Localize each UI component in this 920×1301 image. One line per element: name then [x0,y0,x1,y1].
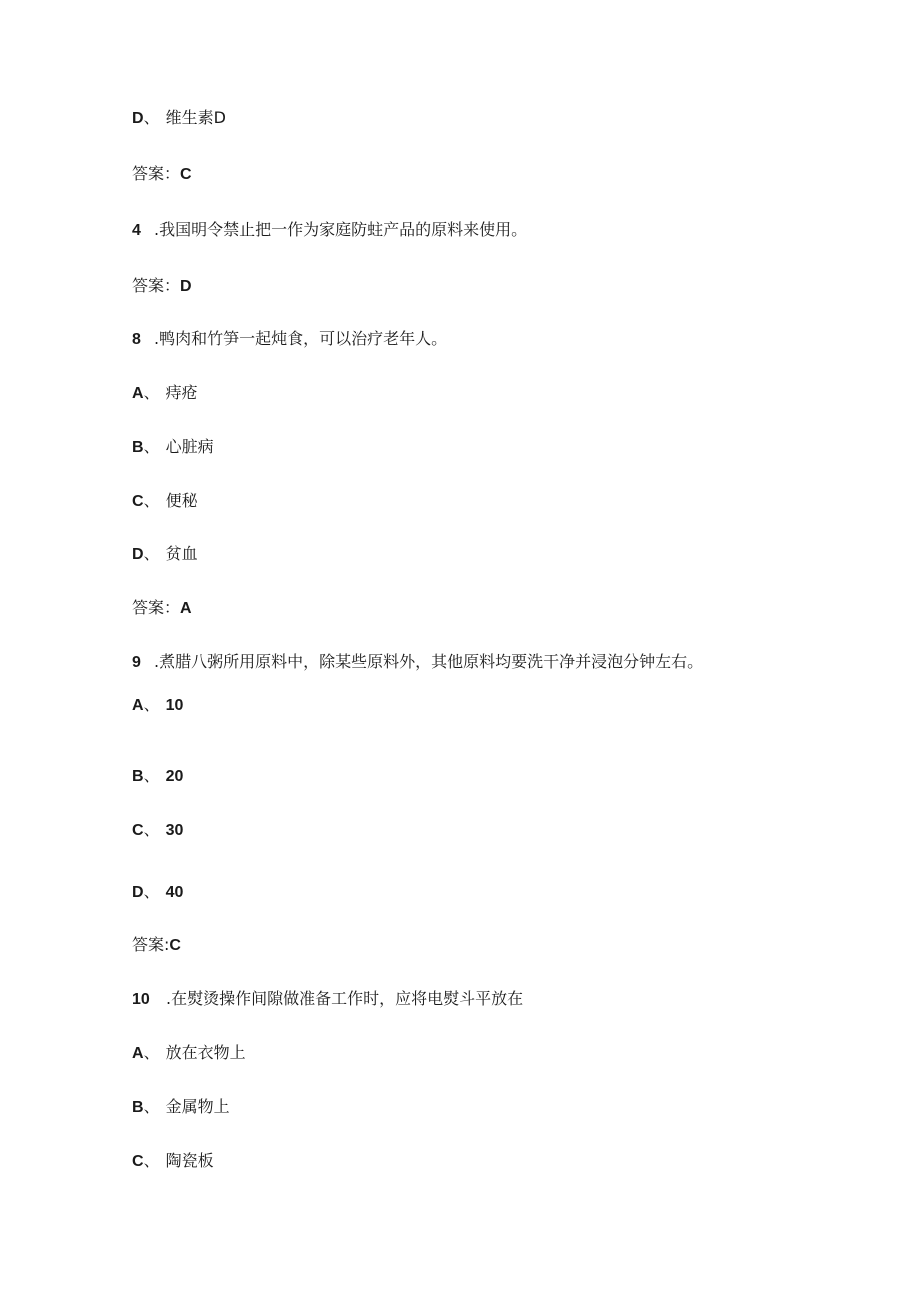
option-separator: 、 [143,437,160,456]
option-separator: 、 [143,695,160,714]
answer-value: C [180,166,192,183]
answer-line [132,598,192,619]
option-c [132,1151,214,1172]
question-10 [132,989,523,1010]
option-text: 痔疮 [165,383,198,402]
option-text: 40 [165,884,184,901]
option-letter: A [132,385,144,402]
option-text: 金属物上 [165,1097,230,1116]
option-c [132,820,183,841]
option-text: 贫血 [165,544,198,563]
option-separator: 、 [143,544,160,563]
option-b [132,437,214,458]
option-separator: 、 [143,1151,160,1170]
option-letter: D [132,884,144,901]
option-separator: 、 [143,1097,160,1116]
option-b [132,766,183,787]
question-text: .煮腊八粥所用原料中，除某些原料外，其他原料均要洗干净并浸泡分钟左右。 [154,652,704,671]
answer-line [132,935,181,956]
answer-label: 答案： [132,598,181,617]
answer-value: A [180,600,192,617]
option-letter: B [132,768,144,785]
option-text: 20 [165,768,184,785]
option-separator: 、 [143,383,160,402]
option-letter: D [132,546,144,563]
option-text: 放在衣物上 [165,1043,246,1062]
question-text: .在熨烫操作间隙做准备工作时，应将电熨斗平放在 [166,989,524,1008]
option-d-vitamin [132,108,226,129]
option-separator: 、 [143,820,160,839]
option-separator: 、 [143,766,160,785]
option-letter: C [132,493,144,510]
option-letter: B [132,439,144,456]
question-number: 4 [132,222,141,239]
answer-value: C [169,937,181,954]
option-d [132,882,183,903]
answer-label: 答案： [132,164,181,183]
question-text: .我国明令禁止把一作为家庭防蛀产品的原料来使用。 [154,220,528,239]
answer-label: 答案： [132,276,181,295]
option-text: 维生素D [165,108,226,127]
option-text: 30 [165,822,184,839]
question-4 [132,220,527,241]
option-text: 便秘 [165,491,198,510]
question-number: 8 [132,331,141,348]
option-letter: C [132,1153,144,1170]
question-8 [132,329,447,350]
option-letter: D [132,110,144,127]
answer-label: 答案: [132,935,170,954]
question-number: 9 [132,654,141,671]
option-c [132,491,198,512]
option-a [132,695,183,716]
option-separator: 、 [143,108,160,127]
option-letter: A [132,1045,144,1062]
option-letter: B [132,1099,144,1116]
question-number: 10 [132,991,150,1008]
option-b [132,1097,230,1118]
option-letter: A [132,697,144,714]
option-a [132,383,198,404]
answer-line [132,164,192,185]
question-text: .鸭肉和竹笋一起炖食，可以治疗老年人。 [154,329,448,348]
answer-line [132,276,192,297]
option-letter: C [132,822,144,839]
option-separator: 、 [143,1043,160,1062]
question-9 [132,652,703,673]
option-a [132,1043,246,1064]
option-text: 陶瓷板 [165,1151,214,1170]
option-text: 10 [165,697,184,714]
option-separator: 、 [143,882,160,901]
option-separator: 、 [143,491,160,510]
answer-value: D [180,278,192,295]
option-text: 心脏病 [165,437,214,456]
option-d [132,544,198,565]
